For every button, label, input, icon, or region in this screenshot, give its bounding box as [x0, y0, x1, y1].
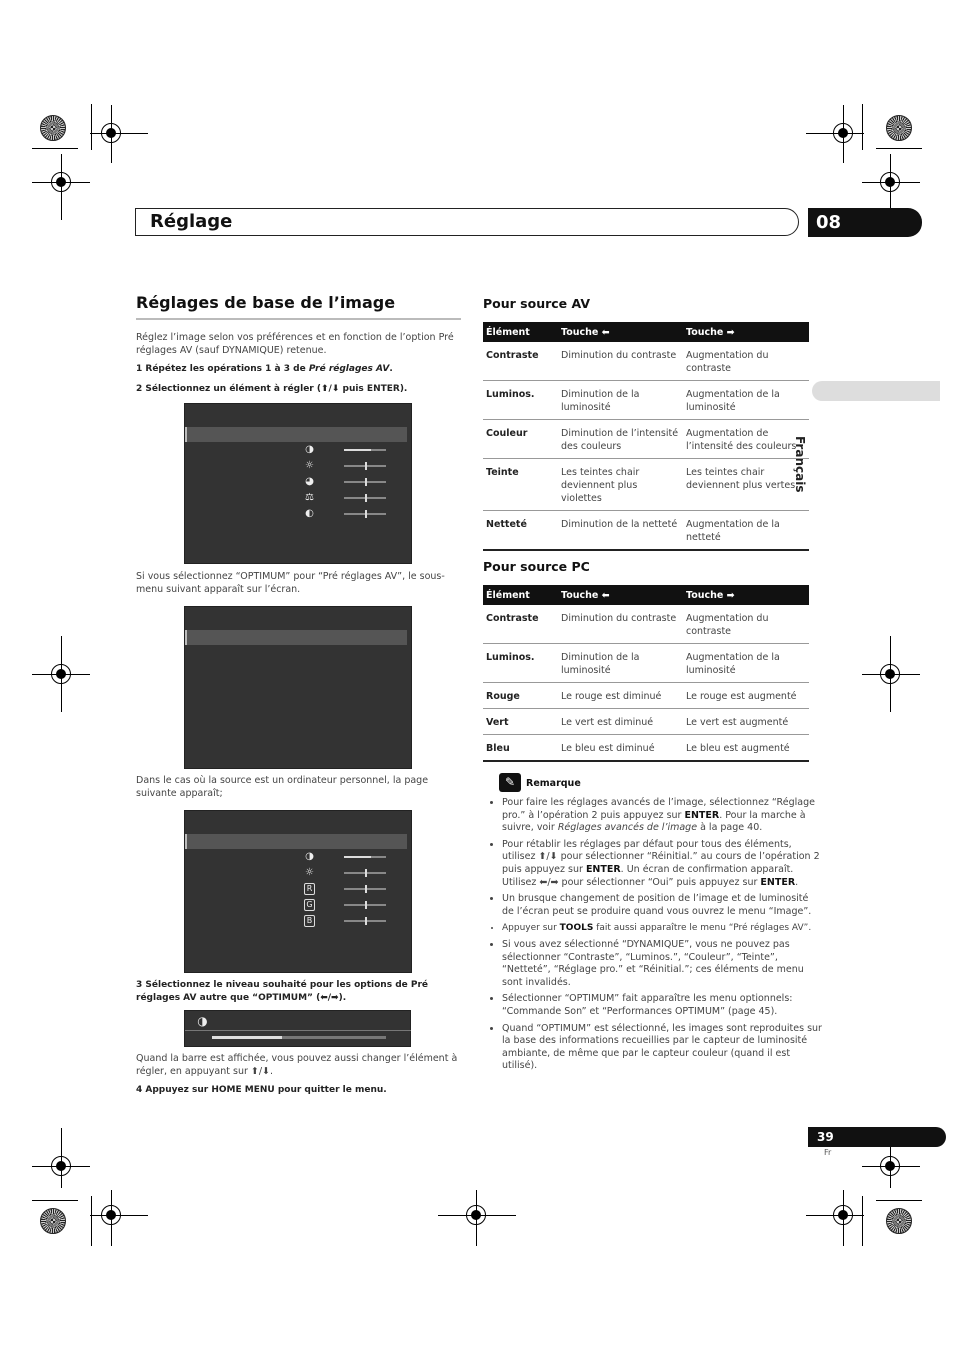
- table-cell: Vert: [483, 709, 558, 735]
- tint-icon: ⚖: [305, 492, 314, 503]
- contrast-icon: ◑: [305, 851, 314, 862]
- level-slider: [344, 872, 386, 874]
- language-label: Français: [793, 436, 807, 493]
- table-cell: Augmentation de la luminosité: [683, 644, 809, 683]
- list-item: • Sélectionner “OPTIMUM” fait apparaître les menu optionnels: “Commande Son” et “Performances OPTIMUM” (page 45).: [502, 993, 822, 1018]
- table-cell: Augmentation de l’intensité des couleurs: [683, 420, 809, 459]
- table-pc-title: Pour source PC: [483, 559, 590, 574]
- step-1: 1 Répétez les opérations 1 à 3 de Pré réglages AV.: [136, 364, 393, 374]
- table-cell: Les teintes chair deviennent plus violettes: [558, 459, 683, 511]
- table-header-cell: Élément: [483, 585, 558, 605]
- table-row: [483, 511, 809, 551]
- adjustment-slider: [212, 1036, 386, 1039]
- chapter-number: 08: [808, 208, 922, 237]
- list-item: • Un brusque changement de position de l’image et de luminosité de l’écran peut se produire quand vous ouvrez le menu “Image”.: [502, 893, 822, 918]
- intro-paragraph: Réglez l’image selon vos préférences et en fonction de l’option Pré réglages AV (sauf DYNAMIQUE) retenue.: [136, 332, 454, 356]
- contrast-icon: ◑: [197, 1014, 208, 1028]
- table-pc: [483, 585, 809, 762]
- table-header-cell: Touche ➡: [683, 585, 809, 605]
- table-row: [483, 420, 809, 459]
- table-cell: Les teintes chair deviennent plus vertes: [683, 459, 809, 511]
- sharpness-icon: ◐: [305, 508, 314, 519]
- page-number: 39: [808, 1127, 946, 1147]
- brightness-icon: ☼: [305, 460, 314, 471]
- step-2: 2 Sélectionnez un élément à régler (⬆/⬇ puis ENTER).: [136, 384, 408, 394]
- level-slider-knob: [365, 869, 367, 877]
- table-cell: Diminution de l’intensité des couleurs: [558, 420, 683, 459]
- green-icon: G: [304, 899, 315, 911]
- level-slider: [344, 920, 386, 922]
- picture-menu-screen-pc: [184, 810, 412, 973]
- contrast-icon: ◑: [305, 444, 314, 455]
- table-cell: Le rouge est diminué: [558, 683, 683, 709]
- level-slider-knob: [365, 462, 367, 470]
- adjustment-slider-fill: [212, 1036, 282, 1039]
- table-header-cell: Élément: [483, 322, 558, 342]
- table-header-cell: Touche ⬅: [558, 322, 683, 342]
- table-row: [483, 683, 809, 709]
- table-cell: Teinte: [483, 459, 558, 511]
- table-cell: Rouge: [483, 683, 558, 709]
- table-av-title: Pour source AV: [483, 296, 590, 311]
- level-slider: [344, 481, 386, 483]
- table-cell: Diminution du contraste: [558, 342, 683, 381]
- level-slider: [344, 449, 386, 451]
- table-cell: Couleur: [483, 420, 558, 459]
- color-icon: ◕: [305, 476, 314, 487]
- table-cell: Luminos.: [483, 644, 558, 683]
- menu-highlight-bar: [185, 630, 407, 645]
- table-cell: Augmentation de la netteté: [683, 511, 809, 551]
- brightness-icon: ☼: [305, 867, 314, 878]
- table-cell: Le vert est augmenté: [683, 709, 809, 735]
- table-header-cell: Touche ⬅: [558, 585, 683, 605]
- bar-paragraph: Quand la barre est affichée, vous pouvez aussi changer l’élément à régler, en appuyant sur ⬆/⬇.: [136, 1053, 458, 1077]
- table-header-cell: Touche ➡: [683, 322, 809, 342]
- table-row: [483, 735, 809, 762]
- optimum-submenu-screen: [184, 606, 412, 769]
- remarks-list: [490, 797, 822, 1077]
- level-slider: [344, 888, 386, 890]
- table-av: [483, 322, 809, 551]
- table-cell: Diminution de la luminosité: [558, 381, 683, 420]
- level-slider: [344, 513, 386, 515]
- table-cell: Diminution de la netteté: [558, 511, 683, 551]
- table-cell: Bleu: [483, 735, 558, 762]
- optimum-paragraph: Si vous sélectionnez “OPTIMUM” pour “Pré réglages AV”, le sous-menu suivant apparaît sur l’écran.: [136, 571, 445, 595]
- table-cell: Diminution de la luminosité: [558, 644, 683, 683]
- note-pencil-icon: ✎: [499, 773, 521, 792]
- step-4: 4 Appuyez sur HOME MENU pour quitter le menu.: [136, 1085, 387, 1095]
- table-row: [483, 709, 809, 735]
- table-cell: Le bleu est augmenté: [683, 735, 809, 762]
- table-cell: Diminution du contraste: [558, 605, 683, 644]
- color-wheel-mark: [40, 115, 66, 141]
- color-wheel-mark: [886, 115, 912, 141]
- blue-icon: B: [304, 915, 315, 927]
- level-slider: [344, 856, 386, 858]
- table-row: [483, 644, 809, 683]
- level-slider: [344, 904, 386, 906]
- adjustment-bar-screen: [184, 1010, 411, 1047]
- table-row: [483, 342, 809, 381]
- list-item: • Appuyer sur TOOLS fait aussi apparaître le menu “Pré réglages AV”.: [502, 922, 822, 935]
- color-wheel-mark: [886, 1208, 912, 1234]
- red-icon: R: [304, 883, 315, 895]
- list-item: • Si vous avez sélectionné “DYNAMIQUE”, vous ne pouvez pas sélectionner “Contraste”, “Luminos.”, “Couleur”, “Teinte”, “Netteté”, “Réglage pro.” et “Réinitial.”; ces éléments de menu sont invalidés.: [502, 939, 822, 989]
- level-slider-knob: [365, 885, 367, 893]
- table-cell: Augmentation du contraste: [683, 342, 809, 381]
- chapter-title: Réglage: [150, 211, 233, 232]
- table-cell: Le rouge est augmenté: [683, 683, 809, 709]
- menu-highlight-bar: [185, 834, 407, 849]
- table-cell: Le vert est diminué: [558, 709, 683, 735]
- table-row: [483, 459, 809, 511]
- table-cell: Augmentation de la luminosité: [683, 381, 809, 420]
- page-language: Fr: [824, 1148, 832, 1157]
- level-slider-knob: [365, 478, 367, 486]
- level-slider-fill: [344, 449, 371, 451]
- chapter-header-bar: [135, 208, 799, 236]
- section-title: Réglages de base de l’image: [136, 293, 396, 312]
- pc-paragraph: Dans le cas où la source est un ordinateur personnel, la page suivante apparaît;: [136, 775, 429, 799]
- table-cell: Contraste: [483, 342, 558, 381]
- step-3: 3 Sélectionnez le niveau souhaité pour les options de Pré réglages AV autre que “OPTIMUM” (⬅/➡).: [136, 980, 429, 1003]
- table-cell: Netteté: [483, 511, 558, 551]
- level-slider-knob: [365, 901, 367, 909]
- list-item: • Quand “OPTIMUM” est sélectionné, les images sont reproduites sur la base des informations recueillies par le capteur de luminosité ambiante, de même que par le capteur couleur (quand il est utilisé).: [502, 1023, 822, 1073]
- table-row: [483, 381, 809, 420]
- language-tab: [812, 381, 940, 401]
- section-rule: [136, 318, 461, 320]
- table-cell: Augmentation du contraste: [683, 605, 809, 644]
- list-item: • Pour faire les réglages avancés de l’image, sélectionnez “Réglage pro.” à l’opération 2 puis appuyez sur ENTER. Pour la marche à suivre, voir Réglages avancés de l’image à la page 40.: [502, 797, 822, 835]
- table-cell: Le bleu est diminué: [558, 735, 683, 762]
- level-slider-fill: [344, 856, 371, 858]
- picture-menu-screen-av: [184, 403, 412, 564]
- table-cell: Luminos.: [483, 381, 558, 420]
- level-slider: [344, 465, 386, 467]
- table-cell: Contraste: [483, 605, 558, 644]
- level-slider-knob: [365, 917, 367, 925]
- level-slider-knob: [365, 494, 367, 502]
- menu-highlight-bar: [185, 427, 407, 442]
- remarks-title: Remarque: [526, 778, 581, 789]
- table-row: [483, 605, 809, 644]
- color-wheel-mark: [40, 1208, 66, 1234]
- level-slider-knob: [365, 510, 367, 518]
- level-slider: [344, 497, 386, 499]
- list-item: • Pour rétablir les réglages par défaut pour tous des éléments, utilisez ⬆/⬇ pour sélectionner “Réinitial.” au cours de l’opération 2 puis appuyez sur ENTER. Un écran de confirmation apparaît. Utilisez ⬅/➡ pour sélectionner “Oui” puis appuyez sur ENTER.: [502, 839, 822, 889]
